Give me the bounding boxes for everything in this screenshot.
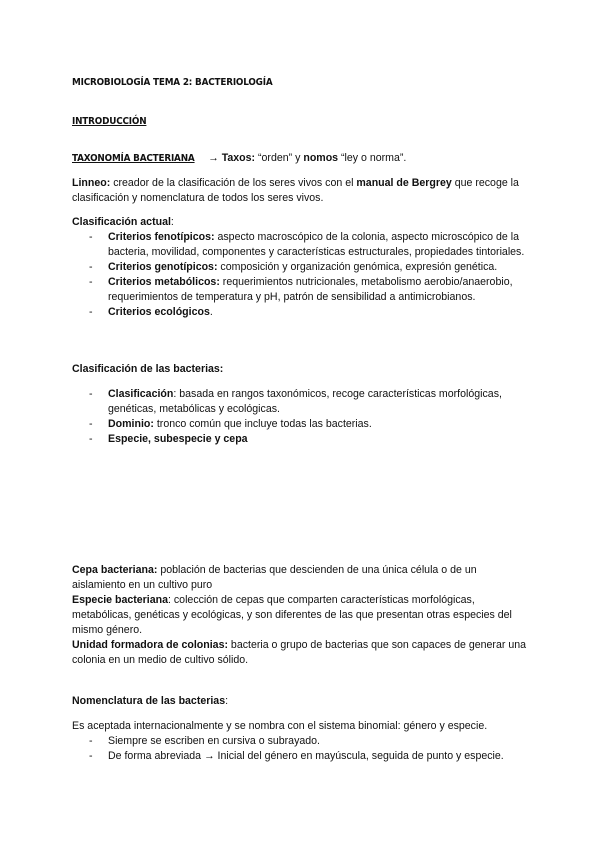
definition-ufc [72,638,532,668]
definitions [72,563,532,668]
item-label: Dominio: [108,418,154,430]
item-text: requerimientos nutricionales, metabolismo aerobio/anaerobio, requerimientos de temperatura y pH, patrón de sensibilidad a antimicrobianos. [108,276,513,303]
nomenclatura-intro: Es aceptada internacionalmente y se nombra con el sistema binomial: género y especie. [72,720,488,732]
linneo-label: Linneo: [72,177,111,189]
item-label: Criterios ecológicos [108,306,210,318]
item-label: Criterios fenotípicos: [108,231,215,243]
nomenclatura-title: Nomenclatura de las bacterias [72,695,226,707]
taxonomy-heading: TAXONOMÍA BACTERIANA [72,153,195,164]
linneo-paragraph [72,176,532,206]
definition-text: : colección de cepas que comparten características morfológicas, metabólicas, genéticas y ecológicas, y son diferentes de las que presentan otras especies del mismo género. [72,594,512,636]
list-item [72,305,532,320]
bullet: - [89,735,93,747]
nomos-text: “ley o norma”. [338,152,407,164]
taxos-label: Taxos: [221,152,256,164]
nomos-label: nomos [303,152,339,164]
clasificacion-actual-title: Clasificación actual [72,216,171,228]
bullet: - [89,276,93,288]
definition-text: población de bacterias que descienden de una única célula o de un aislamiento en un cultivo puro [72,564,477,591]
bullet: - [89,388,93,400]
linneo-text-1: creador de la clasificación de los seres vivos con el [110,177,357,189]
clasificacion-actual-list [72,230,532,320]
item-text: : basada en rangos taxonómicos, recoge características morfológicas, genéticas, metabólicas y ecológicas. [108,388,502,415]
item-text: aspecto macroscópico de la colonia, aspecto microscópico de la bacteria, movilidad, componentes y características estructurales, propiedades tintoriales. [108,231,525,258]
document-title: MICROBIOLOGÍA TEMA 2: BACTERIOLOGÍA [72,77,273,88]
bullet: - [89,418,93,430]
clasificacion-bacterias-title: Clasificación de las bacterias: [72,363,224,375]
item-label: Clasificación [108,388,174,400]
bullet: - [89,306,93,318]
item-text: tronco común que incluye todas las bacterias. [153,418,372,430]
item-text: Siempre se escriben en cursiva o subrayado. [108,735,320,747]
definition-label: Cepa bacteriana: [72,564,158,576]
item-label: Criterios genotípicos: [108,261,218,273]
item-text: composición y organización genómica, expresión genética. [217,261,498,273]
definition-text: bacteria o grupo de bacterias que son capaces de generar una colonia en un medio de cultivo sólido. [72,639,526,666]
list-item [72,734,532,749]
bullet: - [89,750,93,762]
clasificacion-actual-colon: : [170,216,174,228]
list-item [72,417,532,432]
list-item [72,432,532,447]
clasificacion-bacterias-heading [72,362,532,377]
taxonomy-arrow: → [205,152,222,164]
linneo-text-2: que recoge la clasificación y nomenclatura de todos los seres vivos. [72,177,519,204]
definition-cepa [72,563,532,593]
bullet: - [89,433,93,445]
list-item [72,230,532,260]
intro-heading: INTRODUCCIÓN [72,116,147,127]
list-item [72,275,532,305]
nomenclatura-heading [72,694,532,709]
definition-especie [72,593,532,638]
linneo-manual: manual de Bergrey [356,177,452,189]
nomenclatura-colon: : [225,695,229,707]
list-item [72,260,532,275]
clasificacion-bacterias-list [72,387,532,447]
definition-label: Unidad formadora de colonias: [72,639,228,651]
item-text: De forma abreviada → Inicial del género en mayúscula, seguida de punto y especie. [108,750,504,762]
item-label: Especie, subespecie y cepa [108,433,248,445]
item-text: . [209,306,213,318]
taxos-text: “orden” y [255,152,304,164]
item-label: Criterios metabólicos: [108,276,220,288]
bullet: - [89,231,93,243]
bullet: - [89,261,93,273]
nomenclatura-list [72,734,532,764]
definition-label: Especie bacteriana [72,594,168,606]
clasificacion-actual-heading [72,215,532,230]
list-item [72,749,532,764]
list-item [72,387,532,417]
taxonomy-line [72,151,532,166]
